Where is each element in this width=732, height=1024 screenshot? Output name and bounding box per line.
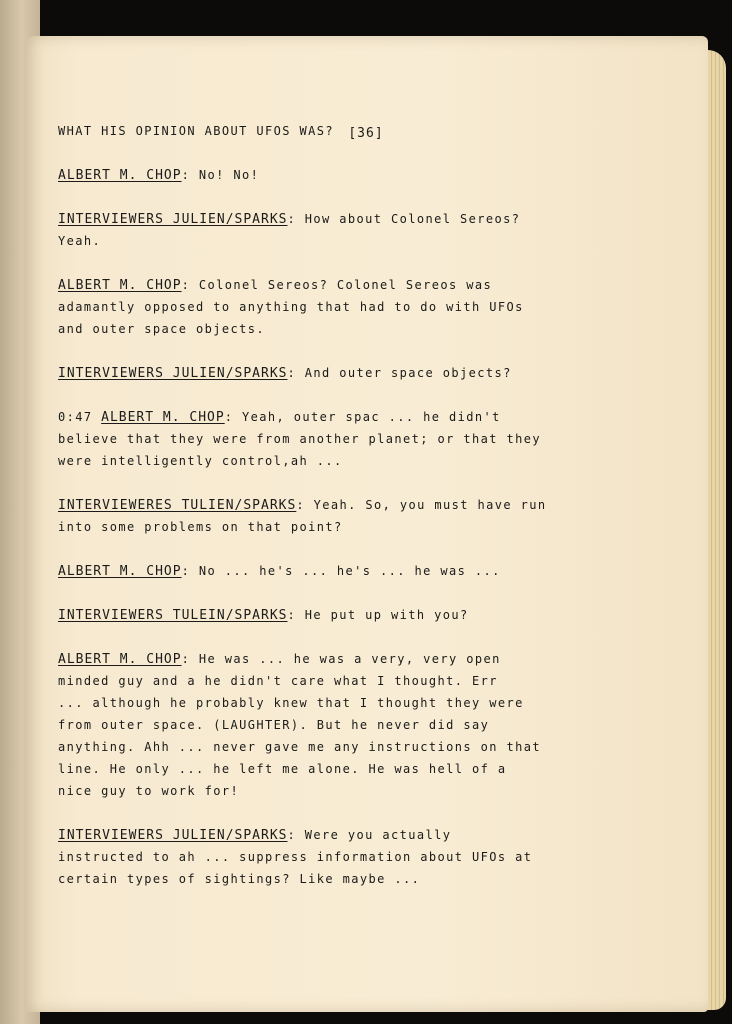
transcript-paragraph <box>58 604 568 626</box>
speaker-name: INTERVIEWERS TULEIN/SPARKS <box>58 608 288 623</box>
transcript-line <box>58 406 568 428</box>
line-text: were intelligently control,ah ... <box>58 454 343 468</box>
transcript-line <box>58 318 568 340</box>
speaker-name: INTERVIEWERES TULIEN/SPARKS <box>58 498 297 513</box>
timestamp: 0:47 <box>58 410 102 424</box>
transcript-line <box>58 494 568 516</box>
speaker-name: ALBERT M. CHOP <box>58 564 182 579</box>
transcript-line <box>58 736 568 758</box>
line-text: certain types of sightings? Like maybe ... <box>58 872 421 886</box>
transcript-line <box>58 516 568 538</box>
line-text: : Colonel Sereos? Colonel Sereos was <box>181 278 493 292</box>
transcript-line <box>58 164 568 186</box>
transcript-paragraph <box>58 208 568 252</box>
line-text: anything. Ahh ... never gave me any instructions on that <box>58 740 541 754</box>
line-text: line. He only ... he left me alone. He was hell of a <box>58 762 507 776</box>
transcript-line <box>58 604 568 626</box>
transcript-line <box>58 560 568 582</box>
transcript-paragraph <box>58 648 568 802</box>
line-text: : Yeah. So, you must have run <box>296 498 547 512</box>
transcript-line <box>58 824 568 846</box>
transcript-line <box>58 274 568 296</box>
line-text: Yeah. <box>58 234 102 248</box>
line-text: : Were you actually <box>287 828 452 842</box>
speaker-name: ALBERT M. CHOP <box>58 168 182 183</box>
transcript-line <box>58 208 568 230</box>
speaker-name: ALBERT M. CHOP <box>58 652 182 667</box>
transcript-paragraph <box>58 120 568 142</box>
speaker-name: ALBERT M. CHOP <box>101 410 225 425</box>
transcript-line <box>58 758 568 780</box>
transcript-body <box>58 120 568 912</box>
transcript-line <box>58 692 568 714</box>
speaker-name: INTERVIEWERS JULIEN/SPARKS <box>58 212 288 227</box>
line-text: : No ... he's ... he's ... he was ... <box>181 564 501 578</box>
line-text: ... although he probably knew that I thought they were <box>58 696 524 710</box>
line-text: into some problems on that point? <box>58 520 343 534</box>
transcript-paragraph <box>58 406 568 472</box>
line-text: : He put up with you? <box>287 608 469 622</box>
transcript-line <box>58 450 568 472</box>
line-text: minded guy and a he didn't care what I thought. Err <box>58 674 498 688</box>
page-number: [36] <box>348 126 384 141</box>
line-text: adamantly opposed to anything that had to do with UFOs <box>58 300 524 314</box>
line-text: : No! No! <box>181 168 260 182</box>
transcript-line <box>58 428 568 450</box>
line-text: from outer space. (LAUGHTER). But he never did say <box>58 718 490 732</box>
line-text: : And outer space objects? <box>287 366 512 380</box>
line-text: believe that they were from another planet; or that they <box>58 432 541 446</box>
speaker-name: ALBERT M. CHOP <box>58 278 182 293</box>
transcript-paragraph <box>58 164 568 186</box>
transcript-line <box>58 670 568 692</box>
transcript-line <box>58 362 568 384</box>
transcript-line <box>58 648 568 670</box>
line-text: WHAT HIS OPINION ABOUT UFOS WAS? <box>58 124 334 138</box>
transcript-line <box>58 296 568 318</box>
transcript-line <box>58 120 568 142</box>
speaker-name: INTERVIEWERS JULIEN/SPARKS <box>58 828 288 843</box>
transcript-paragraph <box>58 824 568 890</box>
transcript-paragraph <box>58 560 568 582</box>
transcript-line <box>58 714 568 736</box>
line-text: : He was ... he was a very, very open <box>181 652 501 666</box>
transcript-line <box>58 230 568 252</box>
transcript-line <box>58 780 568 802</box>
line-text: instructed to ah ... suppress information about UFOs at <box>58 850 533 864</box>
transcript-paragraph <box>58 274 568 340</box>
line-text: : How about Colonel Sereos? <box>287 212 521 226</box>
transcript-paragraph <box>58 494 568 538</box>
line-text: and outer space objects. <box>58 322 265 336</box>
transcript-line <box>58 868 568 890</box>
transcript-line <box>58 846 568 868</box>
line-text: nice guy to work for! <box>58 784 240 798</box>
line-text: : Yeah, outer spac ... he didn't <box>224 410 501 424</box>
speaker-name: INTERVIEWERS JULIEN/SPARKS <box>58 366 288 381</box>
transcript-paragraph <box>58 362 568 384</box>
